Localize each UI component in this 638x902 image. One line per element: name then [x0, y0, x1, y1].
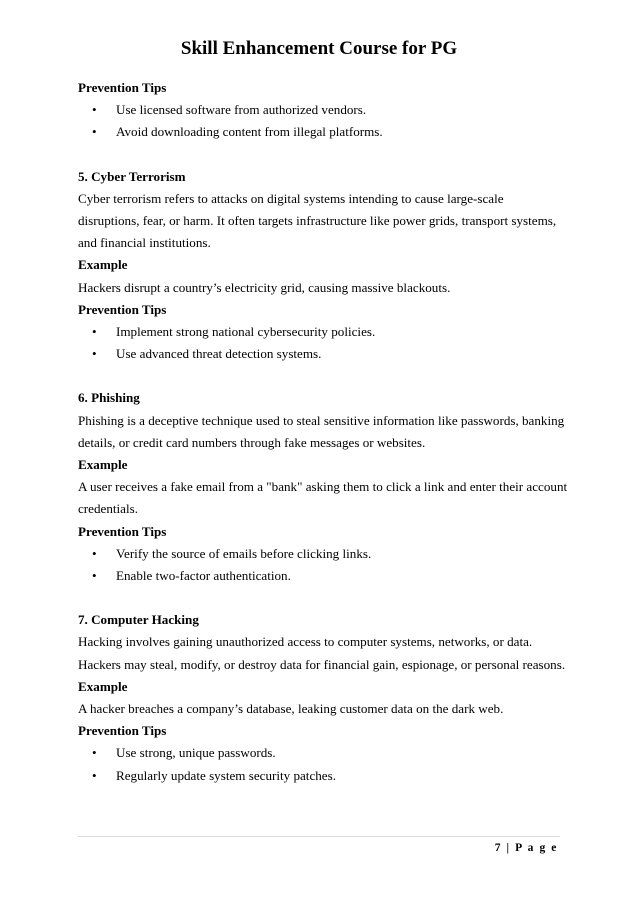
list-item: • Verify the source of emails before clicking links.	[116, 543, 568, 565]
prevention-tips-heading: Prevention Tips	[78, 80, 167, 95]
section-heading-cyber-terrorism: 5. Cyber Terrorism	[78, 168, 186, 184]
example-text: A user receives a fake email from a "bank" asking them to click a link and enter their account credentials.	[78, 479, 568, 517]
prevention-tips-heading: Prevention Tips	[78, 523, 167, 539]
list-item: • Avoid downloading content from illegal platforms.	[116, 121, 568, 143]
section-body: Cyber terrorism refers to attacks on digital systems intending to cause large-scale disruptions, fear, or harm. It often targets infrastructure like power grids, transport systems, and financial institutions.	[78, 190, 557, 251]
prevention-tips-list	[78, 742, 568, 786]
list-item: • Use advanced threat detection systems.	[116, 343, 568, 365]
prevention-tips-list	[78, 321, 568, 365]
section-body: Hacking involves gaining unauthorized access to computer systems, networks, or data. Hackers may steal, modify, or destroy data for financial gain, espionage, or personal reasons.	[78, 634, 566, 672]
example-heading: Example	[78, 257, 128, 273]
prevention-tips-list	[78, 543, 568, 587]
list-item: • Implement strong national cybersecurity policies.	[116, 321, 568, 343]
section-heading-phishing: 6. Phishing	[78, 390, 140, 406]
example-heading: Example	[78, 457, 128, 473]
list-item: • Enable two-factor authentication.	[116, 565, 568, 587]
footer-divider	[78, 836, 560, 837]
page-content	[78, 77, 568, 787]
list-item: • Use licensed software from authorized vendors.	[116, 99, 568, 121]
list-item: • Regularly update system security patches.	[116, 765, 568, 787]
example-text: Hackers disrupt a country’s electricity grid, causing massive blackouts.	[78, 279, 451, 295]
example-text: A hacker breaches a company’s database, leaking customer data on the dark web.	[78, 701, 504, 717]
section-heading-computer-hacking: 7. Computer Hacking	[78, 612, 199, 628]
list-item: • Use strong, unique passwords.	[116, 742, 568, 764]
prevention-tips-heading: Prevention Tips	[78, 301, 167, 317]
prevention-tips-heading: Prevention Tips	[78, 723, 167, 739]
section-body: Phishing is a deceptive technique used to steal sensitive information like passwords, banking details, or credit card numbers through fake messages or websites.	[78, 412, 565, 450]
page-title: Skill Enhancement Course for PG	[180, 38, 458, 59]
prevention-tips-list	[78, 99, 568, 143]
page-number: 7 | P a g e	[494, 842, 558, 854]
example-heading: Example	[78, 678, 128, 694]
